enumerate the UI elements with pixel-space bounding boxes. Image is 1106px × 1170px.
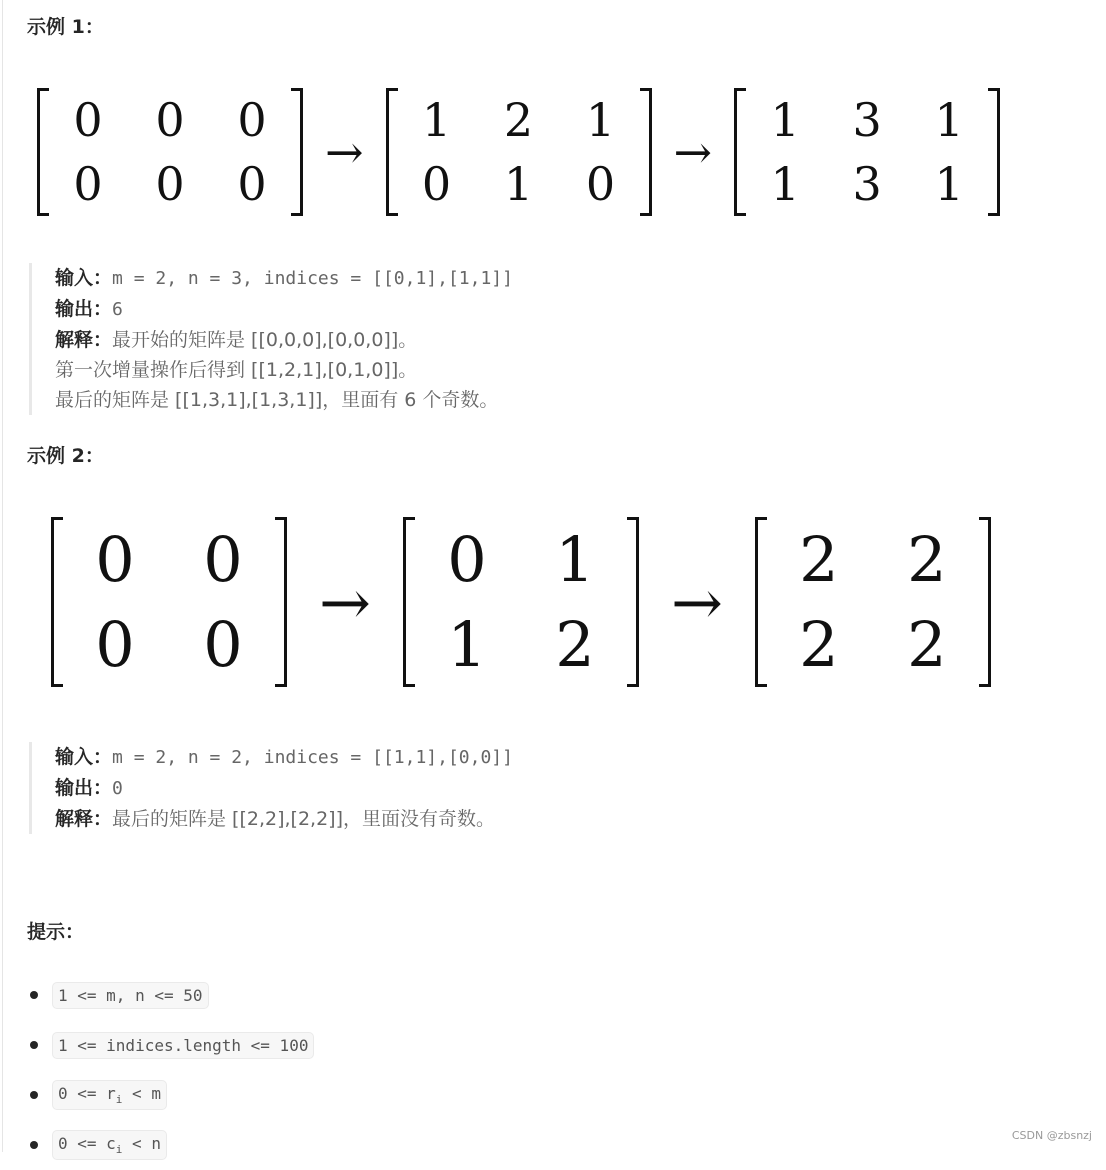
input-value: m = 2, n = 3, indices = [[0,1],[1,1]]	[112, 268, 513, 289]
explain-line: 最后的矩阵是 [[2,2],[2,2]]，里面没有奇数。	[112, 808, 496, 830]
arrow-icon: →	[673, 125, 713, 179]
hint-code: 1 <= indices.length <= 100	[52, 1032, 314, 1059]
matrix-cell: 0	[95, 523, 135, 596]
matrix-cell: 1	[770, 157, 800, 211]
input-label: 输入：	[55, 267, 113, 289]
bullet-icon	[30, 991, 38, 999]
matrix-cell: 0	[155, 157, 185, 211]
arrow-icon: →	[325, 125, 364, 179]
hint-item	[27, 970, 314, 1020]
hints-title: 提示：	[27, 921, 85, 943]
hint-code: 1 <= m, n <= 50	[52, 982, 209, 1009]
output-value: 6	[112, 299, 123, 320]
bullet-icon	[30, 1091, 38, 1099]
input-label: 输入：	[55, 746, 113, 768]
matrix-cell: 0	[421, 157, 452, 211]
output-label: 输出：	[55, 298, 113, 320]
bullet-icon	[30, 1141, 38, 1149]
hint-item	[27, 1070, 314, 1120]
matrix-cell: 0	[585, 157, 616, 211]
matrix	[755, 517, 991, 687]
matrix-cell: 3	[852, 157, 882, 211]
matrix-cell: 0	[203, 608, 243, 681]
matrix-cell: 2	[555, 608, 595, 681]
matrix-cell: 1	[421, 93, 452, 147]
example-1-matrices	[37, 88, 1000, 216]
matrix-cell: 0	[73, 93, 103, 147]
example-1-title: 示例 1：	[27, 16, 104, 38]
output-label: 输出：	[55, 777, 113, 799]
explain-line: 最后的矩阵是 [[1,3,1],[1,3,1]]，里面有 6 个奇数。	[55, 389, 499, 411]
example-2-block	[29, 742, 513, 834]
matrix-cell: 0	[95, 608, 135, 681]
hint-code: $0 <= r_i < m$	[52, 1080, 167, 1110]
matrix-cell: 2	[503, 93, 534, 147]
matrix-cell: 0	[237, 93, 267, 147]
matrix	[37, 88, 303, 216]
matrix-cell: 0	[237, 157, 267, 211]
matrix-cell: 0	[203, 523, 243, 596]
matrix	[734, 88, 1000, 216]
matrix-cell: 1	[770, 93, 800, 147]
hints-list	[27, 970, 314, 1170]
matrix	[386, 88, 652, 216]
matrix	[403, 517, 639, 687]
arrow-icon: →	[319, 565, 371, 639]
matrix-cell: 3	[852, 93, 882, 147]
output-value: 0	[112, 778, 123, 799]
matrix-cell: 0	[447, 523, 487, 596]
explain-label: 解释：	[55, 329, 113, 351]
example-1-block	[29, 263, 513, 415]
matrix	[51, 517, 287, 687]
arrow-icon: →	[670, 565, 723, 639]
hint-item	[27, 1120, 314, 1170]
problem-page	[2, 0, 1106, 1157]
matrix-cell: 0	[73, 157, 103, 211]
matrix-cell: 2	[907, 523, 947, 596]
hint-item	[27, 1020, 314, 1070]
hint-code: $0 <= c_i < n$	[52, 1130, 167, 1160]
matrix-cell: 1	[503, 157, 534, 211]
matrix-cell: 0	[155, 93, 185, 147]
explain-line: 最开始的矩阵是 [[0,0,0],[0,0,0]]。	[112, 329, 418, 351]
example-2-matrices	[51, 517, 991, 687]
matrix-cell: 1	[447, 608, 487, 681]
watermark: CSDN @zbsnzj	[1011, 1129, 1092, 1142]
example-2-title: 示例 2：	[27, 445, 104, 467]
explain-label: 解释：	[55, 808, 113, 830]
matrix-cell: 1	[934, 93, 964, 147]
input-value: m = 2, n = 2, indices = [[1,1],[0,0]]	[112, 747, 513, 768]
matrix-cell: 2	[907, 608, 947, 681]
bullet-icon	[30, 1041, 38, 1049]
explain-line: 第一次增量操作后得到 [[1,2,1],[0,1,0]]。	[55, 359, 418, 381]
matrix-cell: 2	[799, 523, 839, 596]
matrix-cell: 1	[934, 157, 964, 211]
matrix-cell: 2	[799, 608, 839, 681]
matrix-cell: 1	[555, 523, 595, 596]
matrix-cell: 1	[585, 93, 616, 147]
